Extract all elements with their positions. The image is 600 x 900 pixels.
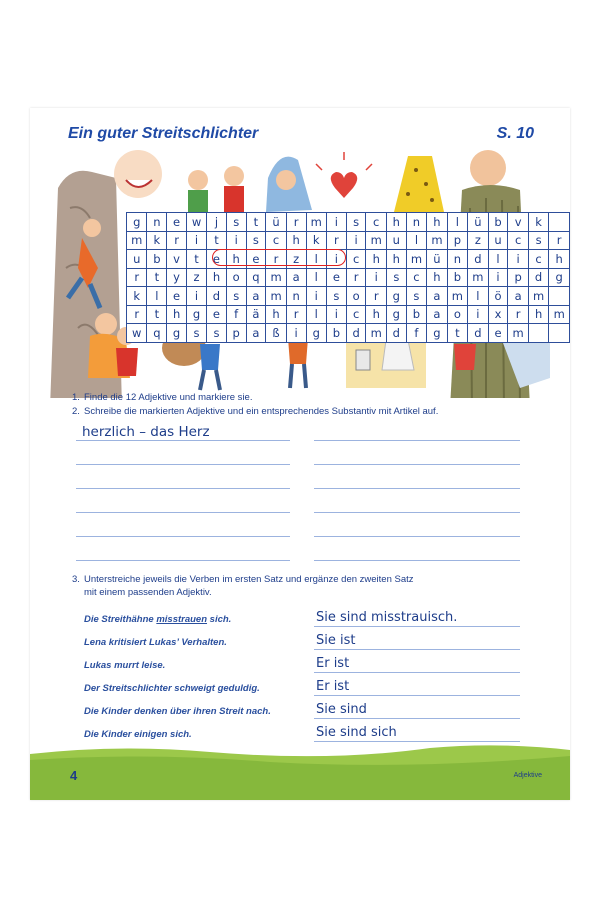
- grid-cell[interactable]: i: [488, 268, 508, 287]
- grid-cell[interactable]: r: [286, 213, 306, 232]
- grid-row: [127, 213, 570, 232]
- sentence-prompt: Die Kinder denken über ihren Streit nach.: [84, 706, 271, 717]
- grid-cell[interactable]: h: [207, 268, 227, 287]
- grid-cell[interactable]: e: [167, 213, 187, 232]
- grid-cell[interactable]: l: [447, 213, 467, 232]
- sentence-prompt: Lukas murrt leise.: [84, 660, 166, 671]
- grid-cell[interactable]: g: [306, 324, 326, 343]
- grid-cell[interactable]: c: [266, 231, 286, 250]
- grid-cell[interactable]: p: [447, 231, 467, 250]
- writing-line[interactable]: [314, 464, 520, 465]
- grid-cell[interactable]: i: [286, 324, 306, 343]
- grid-cell[interactable]: i: [327, 305, 347, 324]
- grid-cell[interactable]: h: [167, 305, 187, 324]
- grid-cell[interactable]: n: [286, 287, 306, 306]
- grid-cell[interactable]: r: [508, 305, 528, 324]
- grid-cell[interactable]: u: [386, 231, 406, 250]
- grid-cell[interactable]: s: [226, 213, 246, 232]
- grid-cell[interactable]: o: [447, 305, 467, 324]
- grid-cell[interactable]: e: [207, 250, 227, 269]
- grid-cell[interactable]: h: [427, 213, 447, 232]
- grid-cell[interactable]: z: [186, 268, 206, 287]
- grid-cell[interactable]: [549, 213, 570, 232]
- grid-cell[interactable]: r: [327, 231, 347, 250]
- grid-cell[interactable]: m: [427, 231, 447, 250]
- page-title: Ein guter Streitschlichter: [68, 125, 259, 142]
- grid-row: [127, 305, 570, 324]
- page-number: 4: [70, 768, 78, 783]
- grid-cell[interactable]: z: [468, 231, 488, 250]
- grid-cell[interactable]: t: [246, 213, 266, 232]
- grid-cell[interactable]: s: [207, 324, 227, 343]
- grid-cell[interactable]: a: [286, 268, 306, 287]
- instruction-3-cont: mit einem passenden Adjektiv.: [84, 587, 212, 598]
- grid-cell[interactable]: d: [207, 287, 227, 306]
- grid-cell[interactable]: t: [447, 324, 467, 343]
- instruction-3: 3. Unterstreiche jeweils die Verben im ersten Satz und ergänze den zweiten Satz: [72, 574, 414, 585]
- grid-cell[interactable]: e: [207, 305, 227, 324]
- grid-cell[interactable]: c: [346, 250, 366, 269]
- grid-cell[interactable]: n: [147, 213, 167, 232]
- worksheet-page: [30, 108, 570, 800]
- grid-cell[interactable]: ü: [266, 213, 286, 232]
- grid-cell[interactable]: c: [366, 213, 386, 232]
- sentence-prompt: Die Kinder einigen sich.: [84, 729, 192, 740]
- grid-cell[interactable]: s: [226, 287, 246, 306]
- writing-line[interactable]: [314, 440, 520, 441]
- grid-cell[interactable]: i: [226, 231, 246, 250]
- grid-cell[interactable]: s: [386, 268, 406, 287]
- answer-line: [314, 626, 520, 627]
- grid-cell[interactable]: z: [286, 250, 306, 269]
- grid-cell[interactable]: d: [528, 268, 548, 287]
- grid-cell[interactable]: m: [266, 268, 286, 287]
- grid-cell[interactable]: r: [366, 287, 386, 306]
- writing-line[interactable]: [314, 536, 520, 537]
- answer-line: [314, 718, 520, 719]
- grid-cell[interactable]: s: [406, 287, 426, 306]
- grid-cell[interactable]: k: [306, 231, 326, 250]
- grid-cell[interactable]: b: [147, 250, 167, 269]
- grid-row: [127, 268, 570, 287]
- writing-line[interactable]: [76, 464, 290, 465]
- writing-line[interactable]: [314, 512, 520, 513]
- sentence-answer[interactable]: Sie sind misstrauisch.: [316, 610, 458, 625]
- grass-footer: [30, 740, 570, 800]
- grid-cell[interactable]: s: [186, 324, 206, 343]
- underlined-verb: misstrauen: [156, 614, 208, 625]
- grid-cell[interactable]: d: [346, 324, 366, 343]
- grid-cell[interactable]: j: [207, 213, 227, 232]
- grid-cell[interactable]: m: [406, 250, 426, 269]
- grid-cell[interactable]: g: [127, 213, 147, 232]
- grid-row: [127, 287, 570, 306]
- sentence-answer[interactable]: Er ist: [316, 656, 350, 671]
- grid-cell[interactable]: h: [549, 250, 570, 269]
- grid-row: [127, 324, 570, 343]
- page-reference: S. 10: [496, 125, 534, 142]
- grid-cell[interactable]: l: [468, 287, 488, 306]
- grid-cell[interactable]: r: [286, 305, 306, 324]
- grid-cell[interactable]: s: [327, 287, 347, 306]
- grid-cell[interactable]: s: [246, 231, 266, 250]
- grid-cell[interactable]: u: [127, 250, 147, 269]
- grid-cell[interactable]: l: [306, 268, 326, 287]
- grid-cell[interactable]: h: [386, 213, 406, 232]
- grid-cell[interactable]: t: [207, 231, 227, 250]
- highlighted-word-herzlich: [212, 249, 346, 266]
- sentence-answer[interactable]: Sie ist: [316, 633, 356, 648]
- sentence-prompt: Lena kritisiert Lukas’ Verhalten.: [84, 637, 227, 648]
- grid-cell[interactable]: [549, 287, 570, 306]
- grid-cell[interactable]: w: [186, 213, 206, 232]
- grid-cell[interactable]: c: [528, 250, 548, 269]
- grid-cell[interactable]: ö: [488, 287, 508, 306]
- grid-cell[interactable]: ü: [468, 213, 488, 232]
- grid-cell[interactable]: m: [266, 287, 286, 306]
- grid-cell[interactable]: s: [346, 213, 366, 232]
- grid-cell[interactable]: o: [346, 287, 366, 306]
- grid-cell[interactable]: i: [327, 213, 347, 232]
- grid-cell[interactable]: i: [186, 287, 206, 306]
- grid-cell[interactable]: q: [246, 268, 266, 287]
- grid-cell[interactable]: v: [167, 250, 187, 269]
- grid-cell[interactable]: g: [427, 324, 447, 343]
- grid-cell[interactable]: i: [346, 231, 366, 250]
- grid-cell[interactable]: c: [406, 268, 426, 287]
- grid-cell[interactable]: x: [488, 305, 508, 324]
- sentence-prompt: Der Streitschlichter schweigt geduldig.: [84, 683, 260, 694]
- grid-cell[interactable]: u: [488, 231, 508, 250]
- grid-cell[interactable]: n: [447, 250, 467, 269]
- grid-cell[interactable]: g: [186, 305, 206, 324]
- grid-cell[interactable]: t: [186, 250, 206, 269]
- grid-cell[interactable]: i: [468, 305, 488, 324]
- grid-cell[interactable]: a: [427, 287, 447, 306]
- grid-cell[interactable]: b: [327, 324, 347, 343]
- grid-cell[interactable]: [528, 324, 548, 343]
- grid-cell[interactable]: m: [468, 268, 488, 287]
- grid-cell[interactable]: v: [508, 213, 528, 232]
- grid-cell[interactable]: e: [327, 268, 347, 287]
- grid-cell[interactable]: w: [127, 324, 147, 343]
- grid-cell[interactable]: b: [406, 305, 426, 324]
- writing-line[interactable]: [76, 536, 290, 537]
- grid-cell[interactable]: h: [386, 250, 406, 269]
- grid-row: [127, 250, 570, 269]
- grid-cell[interactable]: t: [147, 268, 167, 287]
- grid-cell[interactable]: ß: [266, 324, 286, 343]
- grid-cell[interactable]: a: [427, 305, 447, 324]
- grid-cell[interactable]: e: [167, 287, 187, 306]
- grid-cell[interactable]: m: [127, 231, 147, 250]
- grid-cell[interactable]: s: [528, 231, 548, 250]
- grid-cell[interactable]: p: [508, 268, 528, 287]
- grid-cell[interactable]: a: [246, 324, 266, 343]
- writing-line[interactable]: [76, 488, 290, 489]
- grid-cell[interactable]: d: [468, 250, 488, 269]
- grid-cell[interactable]: k: [147, 231, 167, 250]
- grid-cell[interactable]: e: [246, 250, 266, 269]
- grid-cell[interactable]: f: [406, 324, 426, 343]
- grid-cell[interactable]: e: [488, 324, 508, 343]
- grid-cell[interactable]: r: [266, 250, 286, 269]
- grid-cell[interactable]: h: [266, 305, 286, 324]
- grid-cell[interactable]: i: [508, 250, 528, 269]
- grid-cell[interactable]: g: [167, 324, 187, 343]
- grid-cell[interactable]: r: [127, 305, 147, 324]
- grid-cell[interactable]: t: [147, 305, 167, 324]
- instruction-2: 2. Schreibe die markierten Adjektive und ein entsprechendes Substantiv mit Artikel auf.: [72, 406, 439, 417]
- writing-line[interactable]: [314, 560, 520, 561]
- example-answer: herzlich – das Herz: [82, 424, 210, 440]
- grid-cell[interactable]: l: [488, 250, 508, 269]
- grid-row: [127, 231, 570, 250]
- grid-cell[interactable]: n: [406, 213, 426, 232]
- grid-cell[interactable]: b: [447, 268, 467, 287]
- grid-cell[interactable]: l: [306, 305, 326, 324]
- grid-cell[interactable]: m: [508, 324, 528, 343]
- grid-cell[interactable]: a: [508, 287, 528, 306]
- sentence-answer[interactable]: Er ist: [316, 679, 350, 694]
- grid-cell[interactable]: h: [286, 231, 306, 250]
- grid-cell[interactable]: r: [167, 231, 187, 250]
- grid-cell[interactable]: r: [127, 268, 147, 287]
- grid-cell[interactable]: y: [167, 268, 187, 287]
- grid-cell[interactable]: h: [366, 250, 386, 269]
- grid-cell[interactable]: d: [386, 324, 406, 343]
- instruction-1: 1. Finde die 12 Adjektive und markiere sie.: [72, 392, 253, 403]
- grid-cell[interactable]: ü: [427, 250, 447, 269]
- writing-line[interactable]: [76, 560, 290, 561]
- grid-cell[interactable]: d: [468, 324, 488, 343]
- grid-cell[interactable]: i: [306, 287, 326, 306]
- grid-cell[interactable]: i: [366, 268, 386, 287]
- grid-cell[interactable]: h: [366, 305, 386, 324]
- grid-cell[interactable]: m: [447, 287, 467, 306]
- grid-cell[interactable]: c: [346, 305, 366, 324]
- writing-line[interactable]: [314, 488, 520, 489]
- grid-cell[interactable]: ä: [246, 305, 266, 324]
- grid-cell[interactable]: h: [226, 250, 246, 269]
- grid-cell[interactable]: k: [127, 287, 147, 306]
- writing-line[interactable]: [76, 440, 290, 441]
- answer-line: [314, 695, 520, 696]
- grid-cell[interactable]: [549, 324, 570, 343]
- grid-cell[interactable]: i: [186, 231, 206, 250]
- sentence-answer[interactable]: Sie sind: [316, 702, 367, 717]
- grid-cell[interactable]: h: [427, 268, 447, 287]
- grid-cell[interactable]: m: [528, 287, 548, 306]
- grid-cell[interactable]: o: [226, 268, 246, 287]
- grid-cell[interactable]: m: [549, 305, 570, 324]
- answer-line: [314, 672, 520, 673]
- grid-cell[interactable]: l: [147, 287, 167, 306]
- section-label: Adjektive: [513, 772, 542, 779]
- sentence-answer[interactable]: Sie sind sich: [316, 725, 397, 740]
- answer-line: [314, 649, 520, 650]
- grid-cell[interactable]: g: [549, 268, 570, 287]
- grid-cell[interactable]: f: [226, 305, 246, 324]
- grid-cell[interactable]: p: [226, 324, 246, 343]
- grid-cell[interactable]: k: [528, 213, 548, 232]
- grid-cell[interactable]: r: [549, 231, 570, 250]
- grid-cell[interactable]: m: [366, 324, 386, 343]
- grid-cell[interactable]: q: [147, 324, 167, 343]
- grid-cell[interactable]: l: [406, 231, 426, 250]
- grid-cell[interactable]: c: [508, 231, 528, 250]
- grid-cell[interactable]: l: [306, 250, 326, 269]
- sentence-prompt: Die Streithähne misstrauen sich.: [84, 614, 232, 625]
- word-search-grid: [126, 212, 570, 343]
- grid-cell[interactable]: m: [306, 213, 326, 232]
- grid-cell[interactable]: a: [246, 287, 266, 306]
- grid-cell[interactable]: g: [386, 287, 406, 306]
- grid-cell[interactable]: h: [528, 305, 548, 324]
- grid-cell[interactable]: r: [346, 268, 366, 287]
- grid-cell[interactable]: b: [488, 213, 508, 232]
- writing-line[interactable]: [76, 512, 290, 513]
- grid-cell[interactable]: m: [366, 231, 386, 250]
- grid-cell[interactable]: i: [327, 250, 347, 269]
- grid-cell[interactable]: g: [386, 305, 406, 324]
